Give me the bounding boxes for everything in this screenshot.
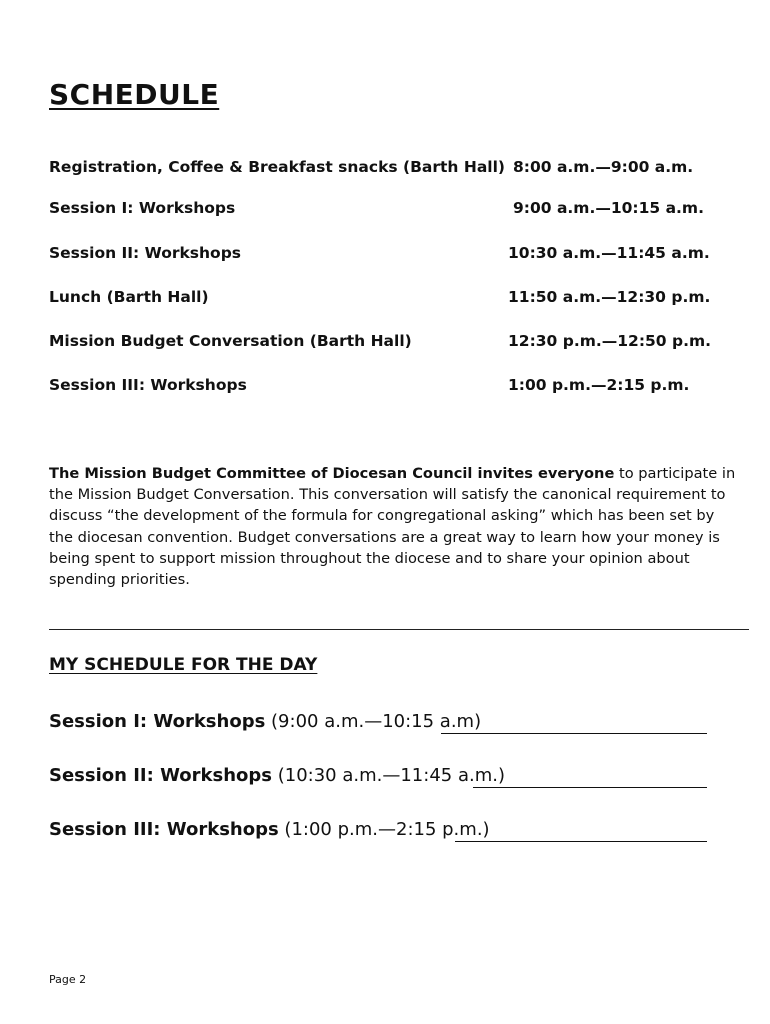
- schedule-event: Session III: Workshops: [49, 376, 247, 394]
- my-schedule-label: Session I: Workshops: [49, 711, 266, 732]
- schedule-event: Lunch (Barth Hall): [49, 288, 209, 306]
- schedule-row-registration: [49, 158, 729, 180]
- schedule-event: Mission Budget Conversation (Barth Hall): [49, 332, 412, 350]
- my-schedule-row-session-1: [49, 711, 481, 739]
- schedule-row-budget-conversation: [49, 332, 729, 354]
- my-schedule-time: (10:30 a.m.—11:45 a.m.): [272, 765, 505, 786]
- intro-lead: The Mission Budget Committee of Diocesan Council invites everyone: [49, 465, 615, 482]
- schedule-time: 9:00 a.m.—10:15 a.m.: [513, 199, 704, 217]
- intro-paragraph: [49, 463, 739, 590]
- schedule-time: 12:30 p.m.—12:50 p.m.: [508, 332, 712, 350]
- my-schedule-title: MY SCHEDULE FOR THE DAY: [49, 655, 318, 675]
- my-schedule-time: (1:00 p.m.—2:15 p.m.): [278, 819, 490, 840]
- schedule-event: Registration, Coffee & Breakfast snacks (Barth Hall): [49, 158, 505, 176]
- schedule-time: 11:50 a.m.—12:30 p.m.: [508, 288, 711, 306]
- intro-body: to participate in the Mission Budget Conversation. This conversation will satisfy the canonical requirement to discuss “the development of the formula for congregational asking” which has been set by the diocesan convention. Budget conversations are a great way to learn how your money is being spent to support mission throughout the diocese and to share your opinion about spending priorities.: [49, 465, 736, 589]
- schedule-row-session-3: [49, 376, 729, 398]
- fill-in-line-session-2[interactable]: [473, 787, 707, 788]
- section-divider: [49, 629, 749, 630]
- page-number: Page 2: [49, 973, 87, 986]
- schedule-event: Session II: Workshops: [49, 244, 242, 262]
- fill-in-line-session-1[interactable]: [441, 733, 707, 734]
- schedule-row-session-1: [49, 199, 729, 221]
- fill-in-line-session-3[interactable]: [455, 841, 707, 842]
- my-schedule-time: (9:00 a.m.—10:15 a.m): [265, 711, 482, 732]
- schedule-row-session-2: [49, 244, 729, 266]
- my-schedule-row-session-3: [49, 819, 490, 847]
- my-schedule-label: Session II: Workshops: [49, 765, 272, 786]
- schedule-time: 8:00 a.m.—9:00 a.m.: [513, 158, 694, 176]
- my-schedule-row-session-2: [49, 765, 505, 793]
- my-schedule-label: Session III: Workshops: [49, 819, 279, 840]
- page-title: SCHEDULE: [49, 78, 220, 111]
- schedule-row-lunch: [49, 288, 729, 310]
- schedule-time: 1:00 p.m.—2:15 p.m.: [508, 376, 690, 394]
- schedule-time: 10:30 a.m.—11:45 a.m.: [508, 244, 710, 262]
- schedule-event: Session I: Workshops: [49, 199, 236, 217]
